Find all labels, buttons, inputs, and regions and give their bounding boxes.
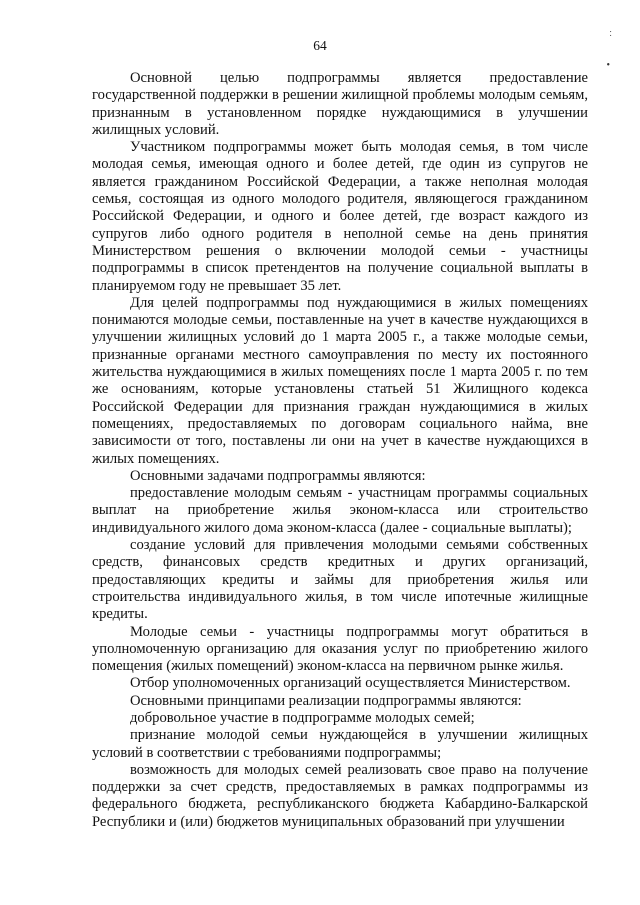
- document-body: [92, 70, 588, 831]
- paragraph: Отбор уполномоченных организаций осуществляется Министерством.: [130, 675, 571, 692]
- paragraph: признание молодой семьи нуждающейся в улучшении жилищных условий в соответствии с требованиями подпрограммы;: [92, 727, 588, 761]
- paragraph: Основной целью подпрограммы является предоставление государственной поддержки в решении жилищной проблемы молодым семьям, признанным в установленном порядке нуждающимися в улучшении жилищных условий.: [92, 70, 588, 138]
- paragraph: Молодые семьи - участницы подпрограммы могут обратиться в уполномоченную организацию для оказания услуг по приобретению жилого помещения (жилых помещений) эконом-класса на первичном рынке жилья.: [92, 623, 588, 675]
- margin-mark: ː: [609, 28, 612, 39]
- margin-mark: •: [606, 60, 610, 71]
- paragraph: предоставление молодым семьям - участницам программы социальных выплат на приобретение жилья эконом-класса или строительство индивидуального жилого дома эконом-класса (далее - социальные выплаты);: [92, 485, 588, 536]
- paragraph: добровольное участие в подпрограмме молодых семей;: [130, 709, 475, 726]
- paragraph: Для целей подпрограммы под нуждающимися в жилых помещениях понимаются молодые семьи, поставленные на учет в качестве нуждающихся в улучшении жилищных условий до 1 марта 2005 г., а также молодые семьи, признанные органами местного самоуправления по месту их постоянного жительства нуждающимися в жилых помещениях после 1 марта 2005 г. по тем же основаниям, которые установлены статьей 51 Жилищного кодекса Российской Федерации для признания граждан нуждающимися в жилых помещениях, предоставляемых по договорам социального найма, вне зависимости от того, поставлены ли они на учет в качестве нуждающихся в жилых помещениях.: [92, 294, 588, 467]
- paragraph: Основными задачами подпрограммы являются:: [130, 467, 426, 484]
- paragraph: Основными принципами реализации подпрограммы являются:: [130, 692, 522, 709]
- paragraph: Участником подпрограммы может быть молодая семья, в том числе молодая семья, имеющая одного и более детей, где один из супругов не является гражданином Российской Федерации, а также неполная молодая семья, состоящая из одного молодого родителя, являющегося гражданином Российской Федерации, и одного и более детей, где возраст каждого из супругов либо одного родителя в неполной семье на день принятия Министерством решения о включении молодой семьи - участницы подпрограммы в список претендентов на получение социальной выплаты в планируемом году не превышает 35 лет.: [92, 139, 588, 294]
- paragraph: возможность для молодых семей реализовать свое право на получение поддержки за счет средств, предоставляемых в рамках подпрограммы из федерального бюджета, республиканского бюджета Кабардино-Балкарской Республики и (или) бюджетов муниципальных образований при улучшении: [92, 761, 588, 830]
- paragraph: создание условий для привлечения молодыми семьями собственных средств, финансовых средств кредитных и других организаций, предоставляющих кредиты и займы для приобретения жилья или строительства индивидуального жилья, в том числе ипотечные жилищные кредиты.: [92, 537, 588, 623]
- page-number: 64: [313, 38, 327, 53]
